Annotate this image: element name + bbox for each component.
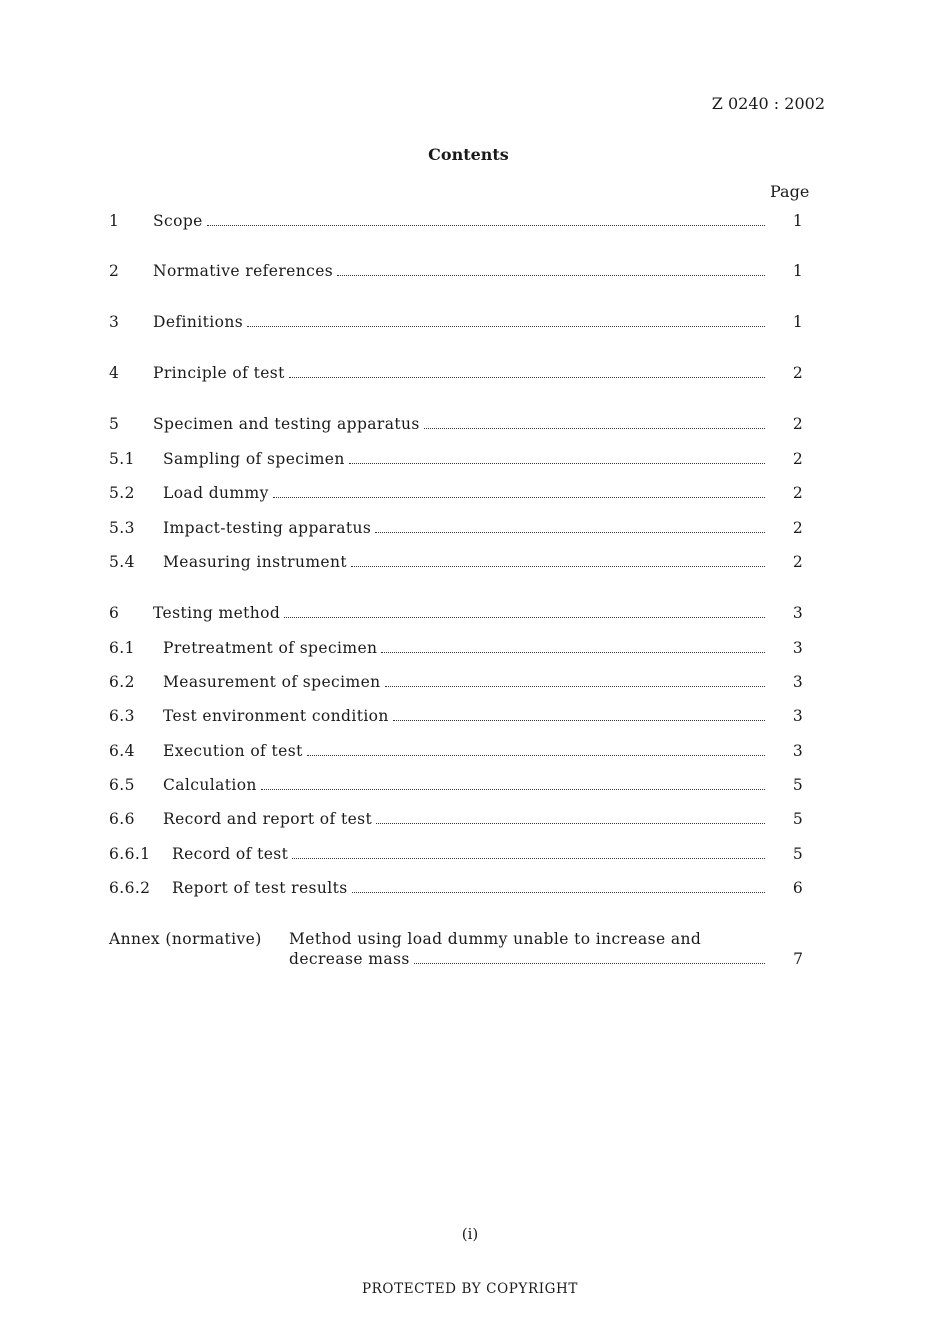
toc-entry-title: Normative references (153, 262, 334, 280)
toc-leader-dots (376, 823, 765, 824)
toc-entry (0, 450, 950, 472)
toc-entry-line (163, 707, 765, 725)
footer-page-number: (i) (461, 1225, 479, 1243)
doc-id: Z 0240 : 2002 (711, 94, 825, 113)
toc-leader-dots (261, 789, 765, 790)
toc-entry-page: 2 (792, 553, 804, 571)
toc-leader-dots (375, 532, 765, 533)
toc-leader-dots (337, 275, 765, 276)
toc-entry (0, 776, 950, 798)
toc-entry-number: 5.3 (109, 519, 135, 537)
toc-leader-dots (352, 892, 765, 893)
toc-entry-title: Calculation (163, 776, 257, 794)
toc-entry-line (153, 364, 765, 382)
toc-entry-line (153, 212, 765, 230)
toc-entry-page: 3 (792, 639, 804, 657)
toc-entry-line (163, 519, 765, 537)
toc-entry-number: 5 (109, 415, 120, 433)
toc-leader-dots (381, 652, 765, 653)
toc-entry-page: 3 (792, 707, 804, 725)
toc-entry-number: 6.1 (109, 639, 135, 657)
toc-entry-number: 6.6 (109, 810, 135, 828)
toc-leader-dots (273, 497, 765, 498)
toc-entry-line (153, 415, 765, 433)
toc-leader-dots (289, 377, 765, 378)
toc-entry-title: Record of test (172, 845, 289, 863)
toc-entry-line (163, 742, 765, 760)
toc-entry-page: 5 (792, 845, 804, 863)
toc-entry (0, 879, 950, 901)
toc-entry-number: 5.4 (109, 553, 135, 571)
toc-entry-number: 1 (109, 212, 120, 230)
toc-entry (0, 707, 950, 729)
toc-leader-dots (307, 755, 765, 756)
toc-entry (0, 553, 950, 575)
toc-leader-dots (414, 963, 765, 964)
toc-entry-title: Pretreatment of specimen (163, 639, 378, 657)
toc-entry-page: 1 (792, 313, 804, 331)
toc-entry (0, 262, 950, 284)
toc-entry-title: Definitions (153, 313, 244, 331)
toc-leader-dots (349, 463, 765, 464)
annex-title-line2-row (289, 950, 765, 968)
toc-entry-page: 5 (792, 776, 804, 794)
toc-entry-number: 4 (109, 364, 120, 382)
annex-page: 7 (793, 950, 803, 968)
copyright-notice: PROTECTED BY COPYRIGHT (361, 1281, 579, 1297)
toc-entry-number: 3 (109, 313, 120, 331)
contents-title: Contents (428, 145, 509, 164)
toc-leader-dots (424, 428, 765, 429)
toc-leader-dots (292, 858, 765, 859)
toc-entry-line (153, 604, 765, 622)
toc-entry-page: 1 (792, 262, 804, 280)
toc-entry-page: 2 (792, 450, 804, 468)
toc-entry-line (163, 776, 765, 794)
toc-entry-title: Sampling of specimen (163, 450, 345, 468)
toc-entry-line (163, 639, 765, 657)
toc-entry-title: Specimen and testing apparatus (153, 415, 420, 433)
toc-entry-page: 2 (792, 484, 804, 502)
toc-entry-line (153, 313, 765, 331)
toc-entry-title: Impact-testing apparatus (163, 519, 372, 537)
toc-entry-title: Measurement of specimen (163, 673, 381, 691)
toc-entry-title: Execution of test (163, 742, 303, 760)
toc-entry-line (163, 553, 765, 571)
toc-entry-page: 3 (792, 742, 804, 760)
toc-entry-page: 2 (792, 415, 804, 433)
toc-entry-number: 2 (109, 262, 120, 280)
toc-entry-line (172, 845, 765, 863)
toc-entry (0, 845, 950, 867)
toc-entry-number: 5.1 (109, 450, 135, 468)
toc-leader-dots (247, 326, 765, 327)
toc-leader-dots (207, 225, 765, 226)
toc-entry-title: Test environment condition (163, 707, 389, 725)
toc-entry-number: 6.6.1 (109, 845, 151, 863)
toc-entry (0, 673, 950, 695)
toc-entry-page: 2 (792, 519, 804, 537)
toc-entry (0, 364, 950, 386)
toc-entry-title: Record and report of test (163, 810, 373, 828)
toc-entry-page: 3 (792, 673, 804, 691)
toc-entry-line (163, 450, 765, 468)
page-column-label: Page (770, 182, 810, 201)
toc-entry-line (163, 810, 765, 828)
toc-entry-page: 6 (792, 879, 804, 897)
toc-entry-title: Principle of test (153, 364, 285, 382)
toc-leader-dots (393, 720, 765, 721)
toc-entry-number: 6.3 (109, 707, 135, 725)
toc-entry-number: 6.4 (109, 742, 135, 760)
toc-leader-dots (385, 686, 765, 687)
toc-entry-title: Scope (153, 212, 203, 230)
toc-entry (0, 604, 950, 626)
toc-entry-page: 2 (792, 364, 804, 382)
toc-entry (0, 810, 950, 832)
toc-entry (0, 639, 950, 661)
toc-entry (0, 212, 950, 234)
toc-entry (0, 415, 950, 437)
toc-entry-line (163, 673, 765, 691)
toc-entry-number: 6.6.2 (109, 879, 151, 897)
toc-leader-dots (351, 566, 765, 567)
toc-entry-title: Measuring instrument (163, 553, 348, 571)
toc-entry (0, 484, 950, 506)
toc-entry-page: 5 (792, 810, 804, 828)
toc-entry-number: 6 (109, 604, 120, 622)
toc-entry-number: 5.2 (109, 484, 135, 502)
toc-entry (0, 742, 950, 764)
toc-entry-title: Testing method (153, 604, 281, 622)
toc-entry (0, 313, 950, 335)
toc-entry-line (153, 262, 765, 280)
toc-entry-page: 3 (792, 604, 804, 622)
toc-leader-dots (284, 617, 765, 618)
toc-entry-line (172, 879, 765, 897)
annex-label: Annex (normative) (109, 930, 262, 948)
toc-entry (0, 519, 950, 541)
toc-entry-page: 1 (792, 212, 804, 230)
annex-title-line2: decrease mass (289, 950, 410, 968)
annex-title-line1: Method using load dummy unable to increase and (289, 930, 702, 948)
toc-entry-title: Load dummy (163, 484, 269, 502)
toc-entry-title: Report of test results (172, 879, 348, 897)
toc-entry-number: 6.5 (109, 776, 135, 794)
toc-entry-number: 6.2 (109, 673, 135, 691)
toc-entry-line (163, 484, 765, 502)
